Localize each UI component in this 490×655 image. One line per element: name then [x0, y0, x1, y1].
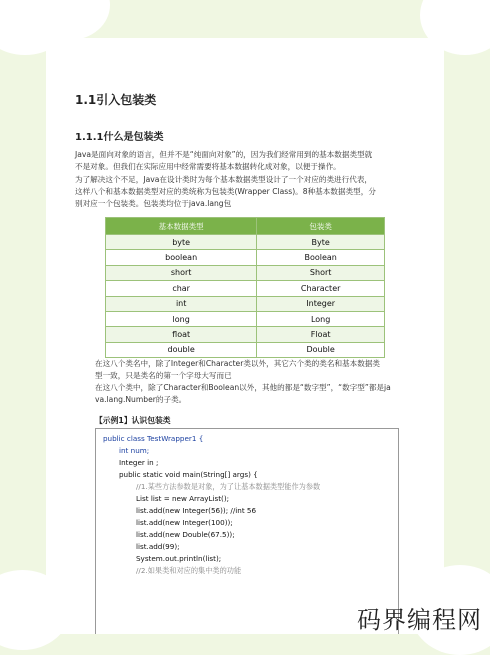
text-line: 别对应一个包装类。包装类均位于java.lang包 [75, 199, 232, 208]
code-line: Integer in ; [119, 458, 159, 467]
code-line: int num; [119, 446, 150, 455]
code-line: list.add(new Integer(56)); //int 56 [136, 506, 257, 515]
section-heading: 1.1引入包装类 [75, 93, 157, 107]
table-row [106, 235, 385, 250]
code-line: //1.某些方法参数是对象，为了让基本数据类型能作为参数 [136, 482, 321, 491]
text-line: 不是对象。但我们在实际应用中经常需要将基本数据转化成对象，以便于操作。 [75, 162, 341, 171]
table-cell: Long [257, 311, 385, 326]
text-line: va.lang.Number的子类。 [95, 395, 187, 404]
code-line: List list = new ArrayList(); [136, 494, 230, 503]
text-line: 为了解决这个不足，Java在设计类时为每个基本数据类型设计了一个对应的类进行代表， [75, 175, 373, 184]
code-line: public class TestWrapper1 { [103, 434, 204, 443]
table-cell: long [106, 311, 257, 326]
document-page [46, 38, 444, 634]
table-header-cell: 基本数据类型 [106, 218, 257, 235]
table-cell: boolean [106, 250, 257, 265]
table-row [106, 265, 385, 280]
table-cell: short [106, 265, 257, 280]
table-cell: double [106, 342, 257, 357]
table-cell: float [106, 327, 257, 342]
text-line: 在这八个类中，除了Character和Boolean以外，其他的都是“数字型”，“数字型”都是ja [95, 383, 391, 392]
table-row [106, 342, 385, 357]
table-cell: Boolean [257, 250, 385, 265]
table-row [106, 327, 385, 342]
wrapper-paragraph [75, 174, 376, 210]
table-cell: Float [257, 327, 385, 342]
code-line: //2.如果类和对应的集中类的功能 [136, 566, 242, 575]
text-line: 在这八个类名中，除了Integer和Character类以外，其它六个类的类名和基本数据类 [95, 359, 381, 368]
table-cell: byte [106, 235, 257, 250]
subsection-heading: 1.1.1什么是包装类 [75, 132, 164, 143]
table-cell: Character [257, 281, 385, 296]
intro-paragraph [75, 149, 372, 173]
text-line: 这样八个和基本数据类型对应的类统称为包装类(Wrapper Class)。8种基本数据类型，分 [75, 187, 376, 196]
table-header-cell: 包装类 [257, 218, 385, 235]
code-line: list.add(new Integer(100)); [136, 518, 233, 527]
table-row [106, 250, 385, 265]
table-row [106, 311, 385, 326]
table-header-row [106, 218, 385, 235]
site-watermark: 码界编程网 [357, 606, 482, 634]
code-line: public static void main(String[] args) { [119, 470, 258, 479]
code-block [95, 428, 399, 634]
text-line: Java是面向对象的语言，但并不是“纯面向对象”的，因为我们经常用到的基本数据类型就 [75, 150, 373, 159]
code-line: System.out.println(list); [136, 554, 222, 563]
table-row [106, 281, 385, 296]
explanation-paragraph [95, 358, 391, 406]
example-label: 【示例1】认识包装类 [95, 416, 171, 425]
table-cell: Double [257, 342, 385, 357]
table-cell: int [106, 296, 257, 311]
code-line: list.add(new Double(67.5)); [136, 530, 235, 539]
table-row [106, 296, 385, 311]
table-cell: Byte [257, 235, 385, 250]
wrapper-class-table [105, 217, 385, 358]
table-cell: Integer [257, 296, 385, 311]
table-cell: Short [257, 265, 385, 280]
code-line: list.add(99); [136, 542, 180, 551]
table-cell: char [106, 281, 257, 296]
text-line: 型一致，只是类名的第一个字母大写而已 [95, 371, 232, 380]
